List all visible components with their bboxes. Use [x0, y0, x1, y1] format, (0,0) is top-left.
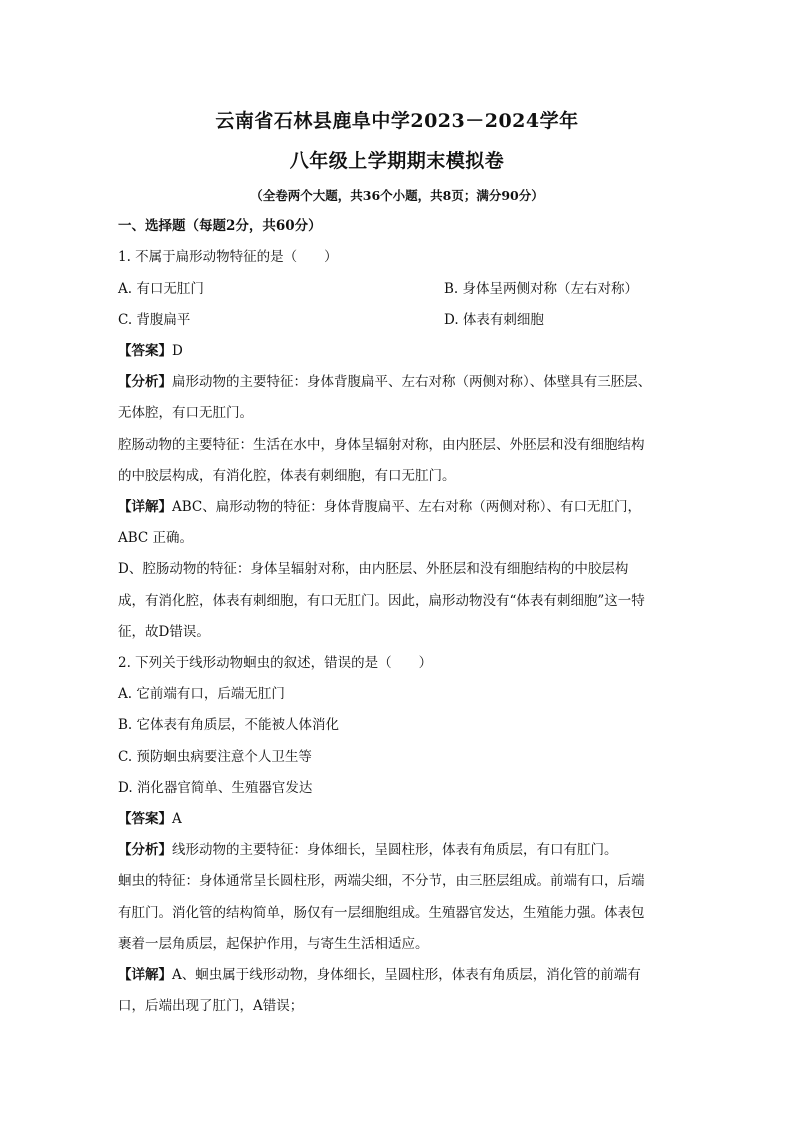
q2-answer	[118, 810, 678, 828]
q1-option-b: B. 身体呈两侧对称（左右对称）	[444, 281, 639, 297]
q1-answer	[118, 342, 678, 360]
detail-tag: 【详解】	[118, 967, 172, 983]
q2-analysis-line1	[118, 841, 678, 859]
answer-value: D	[172, 343, 183, 359]
q1-detail-line3: D、腔肠动物的特征：身体呈辐射对称，由内胚层、外胚层和没有细胞结构的中胶层构	[118, 561, 629, 577]
q2-option-b: B. 它体表有角质层，不能被人体消化	[118, 717, 340, 733]
answer-value: A	[172, 811, 182, 827]
q1-analysis-line3: 腔肠动物的主要特征：生活在水中，身体呈辐射对称，由内胚层、外胚层和没有细胞结构	[118, 437, 645, 453]
q2-stem: 2. 下列关于线形动物蛔虫的叙述，错误的是（ ）	[118, 655, 433, 671]
q2-analysis-line3: 有肛门。消化管的结构简单，肠仅有一层细胞组成。生殖器官发达，生殖能力强。体表包	[118, 905, 645, 921]
q2-option-d: D. 消化器官简单、生殖器官发达	[118, 780, 313, 796]
analysis-tag: 【分析】	[118, 374, 172, 390]
q2-detail-line2: 口，后端出现了肛门，A错误；	[118, 998, 304, 1014]
analysis-text: 扁形动物的主要特征：身体背腹扁平、左右对称（两侧对称）、体壁具有三胚层、	[172, 374, 652, 390]
analysis-text: 线形动物的主要特征：身体细长，呈圆柱形，体表有角质层，有口有肛门。	[172, 842, 618, 858]
q1-option-d: D. 体表有刺细胞	[444, 312, 544, 328]
exam-info: （全卷两个大题，共36个小题，共8页；满分90分）	[250, 188, 544, 203]
q1-analysis-line1	[118, 373, 678, 391]
q1-option-c: C. 背腹扁平	[118, 312, 191, 328]
detail-text: ABC、扁形动物的特征：身体背腹扁平、左右对称（两侧对称）、有口无肛门，	[172, 499, 641, 515]
q1-detail-line2: ABC 正确。	[118, 530, 194, 546]
detail-tag: 【详解】	[118, 499, 172, 515]
exam-title-line1: 云南省石林县鹿阜中学2023－2024学年	[215, 110, 579, 132]
q2-detail-line1	[118, 966, 678, 984]
detail-text: A、蛔虫属于线形动物，身体细长，呈圆柱形，体表有角质层，消化管的前端有	[172, 967, 641, 983]
q1-detail-line1	[118, 498, 678, 516]
exam-title-line2: 八年级上学期期末模拟卷	[289, 150, 505, 172]
q2-option-c: C. 预防蛔虫病要注意个人卫生等	[118, 749, 312, 765]
q2-analysis-line4: 裹着一层角质层，起保护作用，与寄生生活相适应。	[118, 936, 429, 952]
q2-option-a: A. 它前端有口，后端无肛门	[118, 686, 285, 702]
answer-tag: 【答案】	[118, 343, 172, 359]
analysis-tag: 【分析】	[118, 842, 172, 858]
q1-stem: 1. 不属于扁形动物特征的是（ ）	[118, 249, 338, 265]
section-heading: 一、选择题（每题2分，共60分）	[118, 218, 322, 234]
q1-detail-line4: 成，有消化腔，体表有刺细胞，有口无肛门。因此，扁形动物没有“体表有刺细胞”这一特	[118, 593, 645, 609]
answer-tag: 【答案】	[118, 811, 172, 827]
q2-analysis-line2: 蛔虫的特征：身体通常呈长圆柱形，两端尖细，不分节，由三胚层组成。前端有口，后端	[118, 873, 645, 889]
q1-detail-line5: 征，故D错误。	[118, 624, 210, 640]
q1-option-a: A. 有口无肛门	[118, 281, 204, 297]
q1-analysis-line4: 的中胶层构成，有消化腔，体表有刺细胞，有口无肛门。	[118, 468, 456, 484]
q1-analysis-line2: 无体腔，有口无肛门。	[118, 405, 253, 421]
